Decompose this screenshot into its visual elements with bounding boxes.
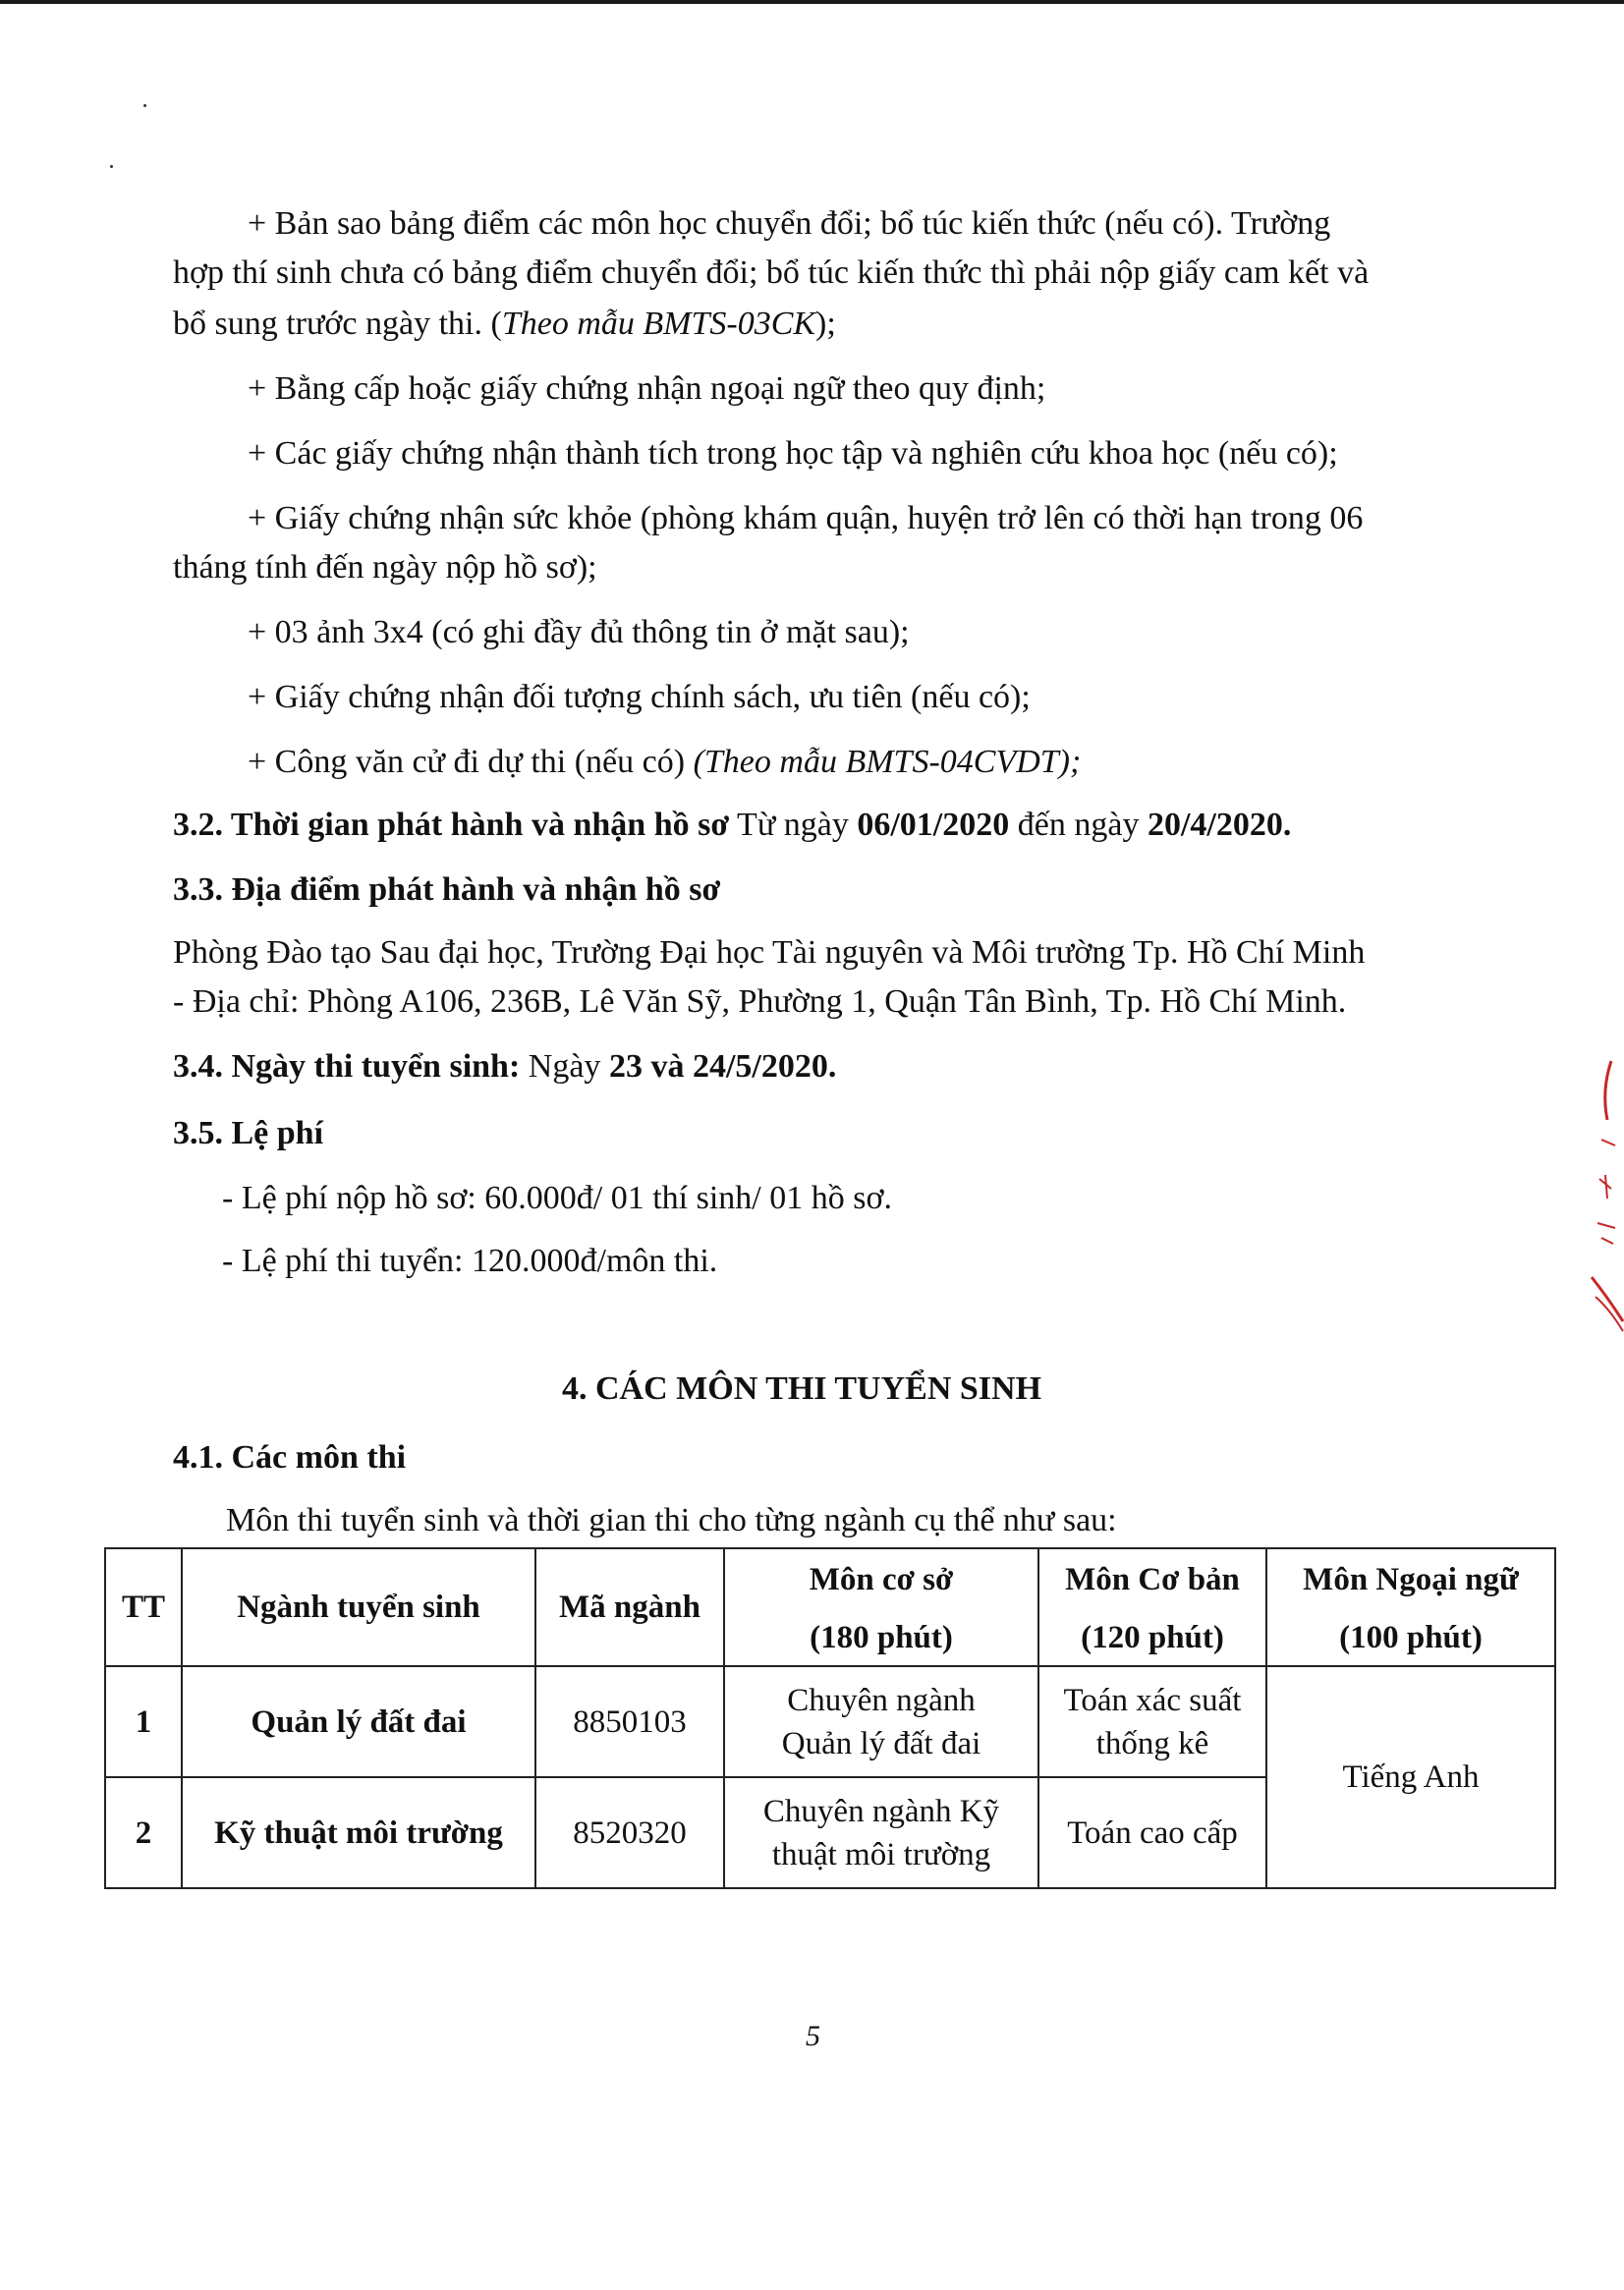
subjects-table [104,1547,1556,1889]
req-line-8: + 03 ảnh 3x4 (có ghi đầy đủ thông tin ở mặt sau); [248,614,910,650]
header-mon-ngoai-ngu: Môn Ngoại ngữ [1266,1548,1555,1610]
section-4-1-intro: Môn thi tuyển sinh và thời gian thi cho từng ngành cụ thể như sau: [226,1502,1117,1538]
header-nganh: Ngành tuyển sinh [182,1548,535,1666]
section-3-3-line-2: - Địa chỉ: Phòng A106, 236B, Lê Văn Sỹ, Phường 1, Quận Tân Bình, Tp. Hồ Chí Minh. [173,983,1347,1020]
section-3-5-heading: 3.5. Lệ phí [173,1115,324,1151]
cell-mon-co-ban: Toán xác suất thống kê [1038,1666,1266,1777]
req-line-1: + Bản sao bảng điểm các môn học chuyển đổi; bổ túc kiến thức (nếu có). Trường [248,205,1331,242]
section-3-2: 3.2. Thời gian phát hành và nhận hồ sơ Từ ngày 06/01/2020 đến ngày 20/4/2020. [173,807,1292,843]
header-mon-co-ban-duration: (120 phút) [1038,1610,1266,1666]
header-ma-nganh: Mã ngành [535,1548,724,1666]
cell-nganh: Kỹ thuật môi trường [182,1777,535,1888]
req-line-10: + Công văn cử đi dự thi (nếu có) (Theo mẫu BMTS-04CVDT); [248,744,1082,780]
header-mon-ngoai-ngu-duration: (100 phút) [1266,1610,1555,1666]
req-line-4: + Bằng cấp hoặc giấy chứng nhận ngoại ngữ theo quy định; [248,370,1046,407]
req-line-3: bổ sung trước ngày thi. (Theo mẫu BMTS-03CK); [173,306,836,342]
scan-border-top [0,0,1624,4]
fee-line-2: - Lệ phí thi tuyển: 120.000đ/môn thi. [222,1243,718,1279]
req-line-6: + Giấy chứng nhận sức khỏe (phòng khám quận, huyện trở lên có thời hạn trong 06 [248,500,1364,536]
req-line-2: hợp thí sinh chưa có bảng điểm chuyển đổi; bổ túc kiến thức thì phải nộp giấy cam kết và [173,254,1370,291]
header-mon-co-ban: Môn Cơ bản [1038,1548,1266,1610]
section-4-1-heading: 4.1. Các môn thi [173,1439,407,1476]
header-mon-co-so: Môn cơ sở [724,1548,1038,1610]
fee-line-1: - Lệ phí nộp hồ sơ: 60.000đ/ 01 thí sinh/ 01 hồ sơ. [222,1180,892,1216]
cell-mon-co-so: Chuyên ngành Quản lý đất đai [724,1666,1038,1777]
cell-mon-co-so: Chuyên ngành Kỹ thuật môi trường [724,1777,1038,1888]
cell-mon-ngoai-ngu: Tiếng Anh [1266,1666,1555,1888]
red-stamp-mark [1572,1051,1624,1336]
section-3-4: 3.4. Ngày thi tuyển sinh: Ngày 23 và 24/5/2020. [173,1048,837,1085]
cell-tt: 2 [105,1777,182,1888]
header-mon-co-so-duration: (180 phút) [724,1610,1038,1666]
section-3-3-heading: 3.3. Địa điểm phát hành và nhận hồ sơ [173,871,721,908]
cell-nganh: Quản lý đất đai [182,1666,535,1777]
cell-mon-co-ban: Toán cao cấp [1038,1777,1266,1888]
cell-ma-nganh: 8850103 [535,1666,724,1777]
cell-ma-nganh: 8520320 [535,1777,724,1888]
section-4-title: 4. CÁC MÔN THI TUYỂN SINH [562,1370,1042,1407]
req-line-7: tháng tính đến ngày nộp hồ sơ); [173,549,597,586]
req-line-5: + Các giấy chứng nhận thành tích trong học tập và nghiên cứu khoa học (nếu có); [248,435,1338,472]
page-number: 5 [806,2020,820,2052]
req-line-9: + Giấy chứng nhận đối tượng chính sách, ưu tiên (nếu có); [248,679,1031,715]
scan-speck [110,165,113,168]
section-3-3-line-1: Phòng Đào tạo Sau đại học, Trường Đại học Tài nguyên và Môi trường Tp. Hồ Chí Minh [173,934,1366,971]
table-row [105,1666,1555,1777]
scan-speck [143,104,146,107]
header-tt: TT [105,1548,182,1666]
cell-tt: 1 [105,1666,182,1777]
